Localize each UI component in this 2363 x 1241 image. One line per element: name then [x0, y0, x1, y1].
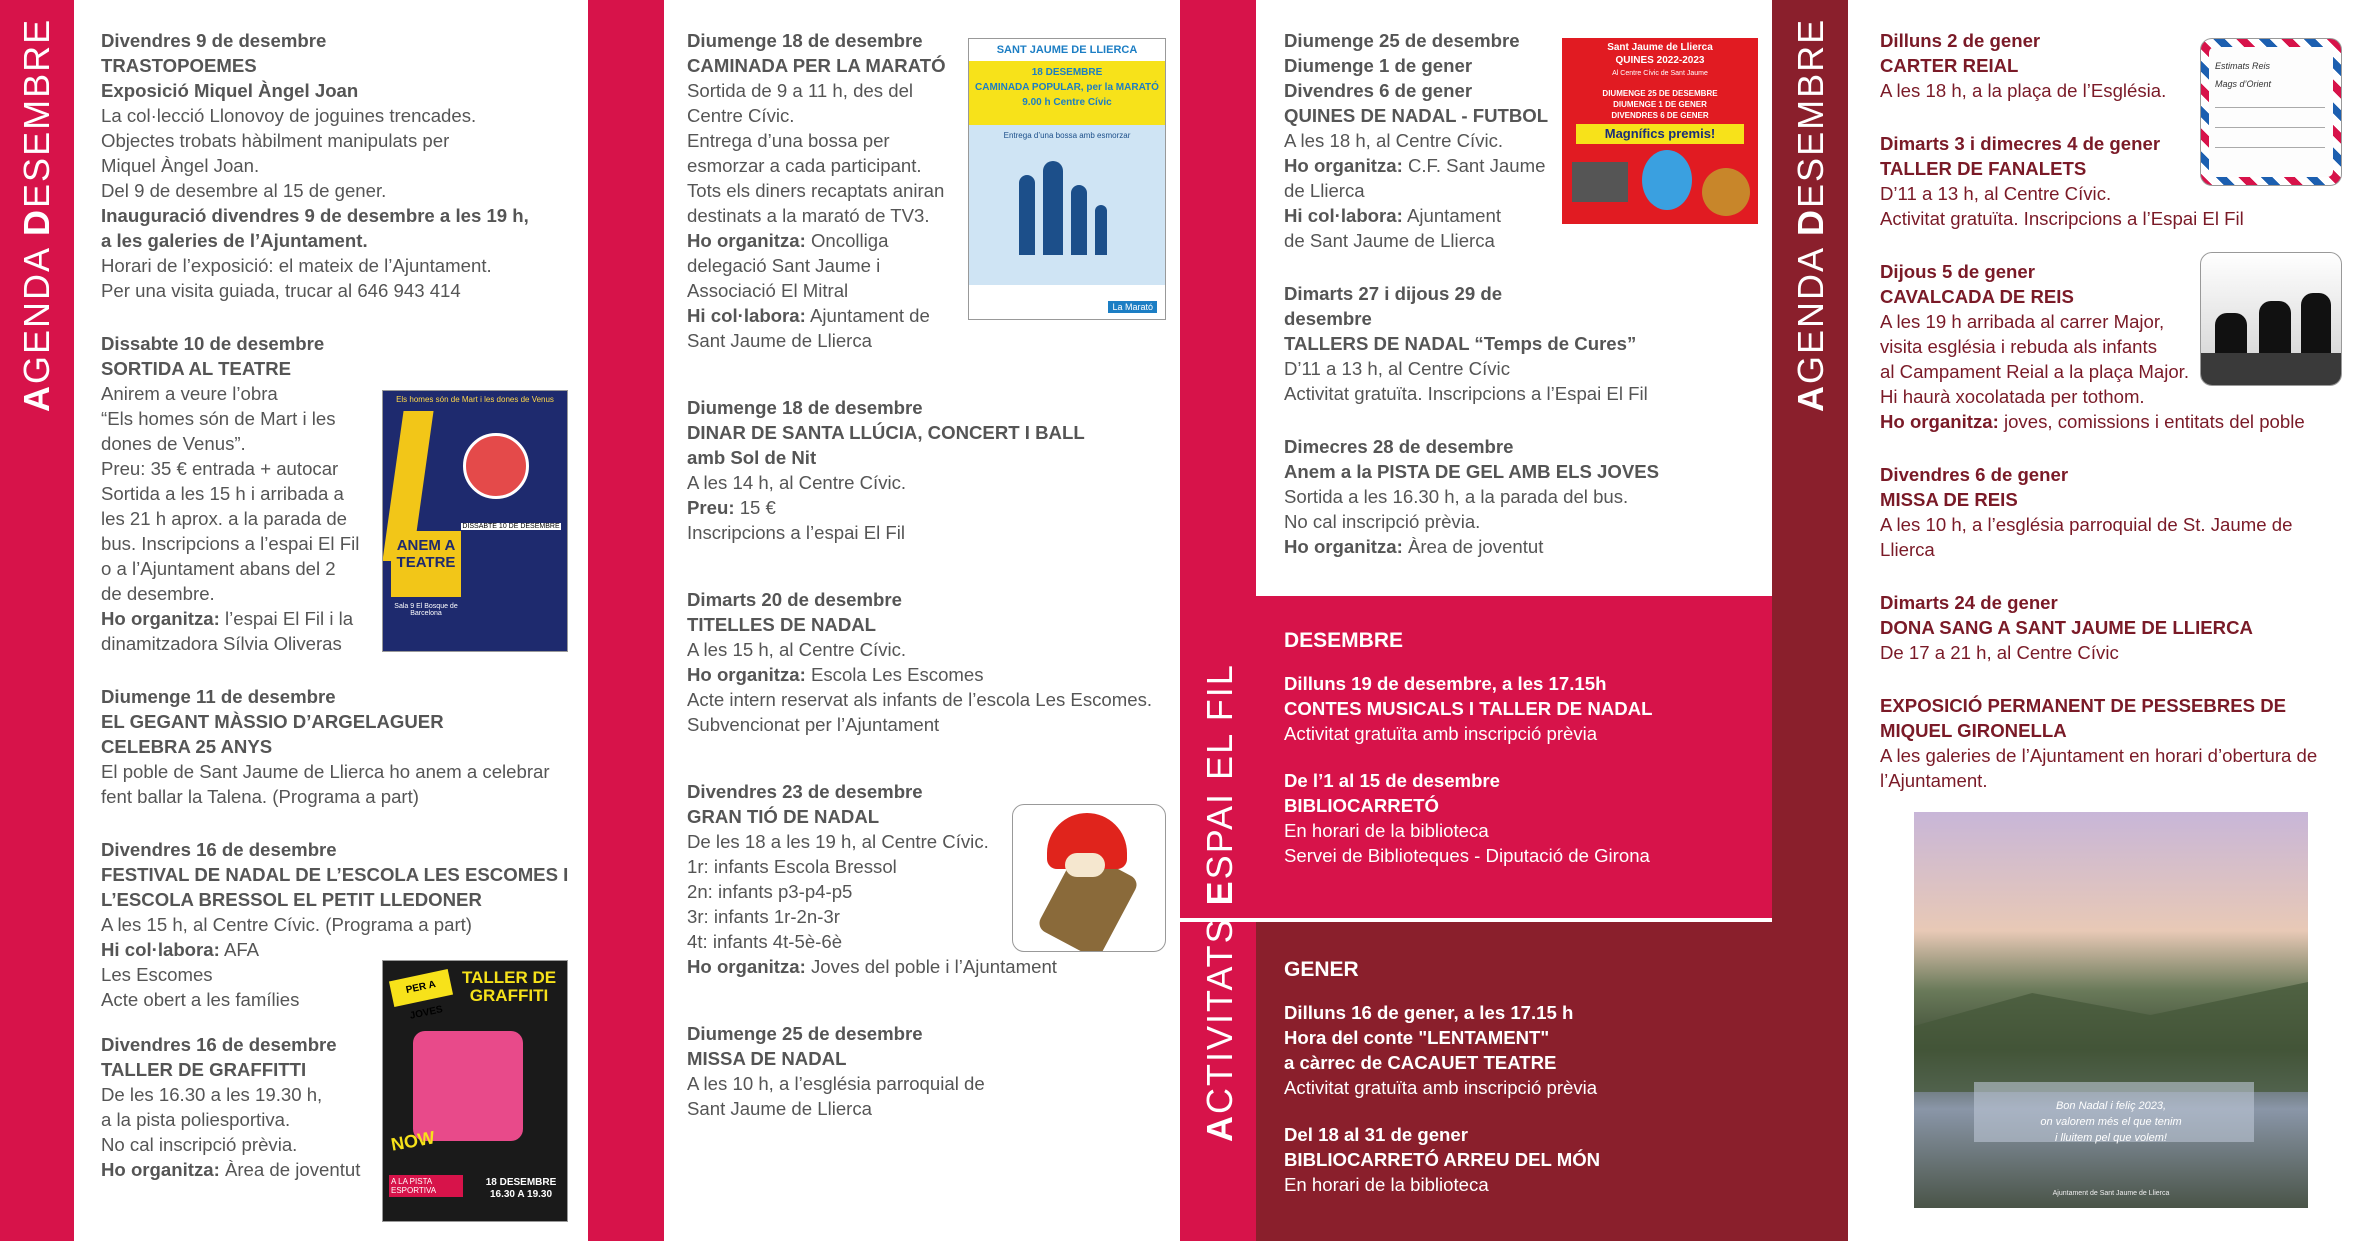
- panel-desembre-heading: DESEMBRE: [1284, 629, 1404, 652]
- event-tallers-nadal: Dimarts 27 i dijous 29 de desembre TALLERS DE NADAL “Temps de Cures” D’11 a 13 h, al Centre Cívic Activitat gratuïta. Inscripcions a l’Espai El Fil: [1284, 283, 1648, 404]
- event-taller-fanalets: Dimarts 3 i dimecres 4 de gener TALLER DE FANALETS D’11 a 13 h, al Centre Cívic. Activitat gratuïta. Inscripcions a l’Espai El Fil: [1880, 133, 2244, 229]
- event-pista-gel: Dimecres 28 de desembre Anem a la PISTA DE GEL AMB ELS JOVES Sortida a les 16.30 h, a la parada del bus. No cal inscripció prèvia. Ho organitza: Àrea de joventut: [1284, 436, 1660, 557]
- camel-3: [2301, 293, 2331, 353]
- poster-graffiti-title: TALLER DE GRAFFITI: [461, 968, 557, 1005]
- tio-face: [1065, 853, 1105, 877]
- poster-graffiti-tag: PER A JOVES: [389, 969, 453, 1007]
- poster-marato-picture: Entrega d’una bossa amb esmorzar: [969, 125, 1165, 285]
- side-title-left: AGENDA DESEMBRE: [16, 17, 57, 412]
- poster-caminada-marato: [968, 38, 1166, 320]
- poster-quines-head: Sant Jaume de Llierca: [1607, 42, 1713, 53]
- event-trastopoemes: Divendres 9 de desembre TRASTOPOEMES Exposició Miquel Àngel Joan La col·lecció Llonovoy de joguines trencades. Objectes trobats hàbilment manipulats per Miquel Àngel Joan. Del 9 de desembre al 15 de gener. Inauguració divendres 9 de desembre a les 19 h, a les galeries de l’Ajuntament. Horari de l’exposició: el mateix de l’Ajuntament. Per una visita guiada, trucar al 646 943 414: [101, 30, 529, 301]
- greeting-text: Bon Nadal i feliç 2023, on valorem més el que tenim i lluitem pel que volem!: [2040, 1100, 2182, 1144]
- event-quines-nadal: Diumenge 25 de desembre Diumenge 1 de gener Divendres 6 de gener QUINES DE NADAL - FUTBOL A les 18 h, al Centre Cívic. Ho organitza: C.F. Sant Jaume de Llierca Hi col·labora: Ajuntament de Sant Jaume de Llierca: [1284, 30, 1549, 251]
- event-exposicio-pessebres: EXPOSICIÓ PERMANENT DE PESSEBRES DE MIQUEL GIRONELLA A les galeries de l’Ajuntament en horari d’obertura de l’Ajuntament.: [1880, 695, 2318, 791]
- reis-silhouette-image: [2200, 252, 2342, 386]
- dune: [2201, 353, 2341, 385]
- panel-divider: [1180, 918, 1772, 922]
- greeting-landscape-photo: [1914, 812, 2308, 1208]
- poster-marato-head: SANT JAUME DE LLIERCA: [969, 39, 1165, 61]
- event-dona-sang: Dimarts 24 de gener DONA SANG A SANT JAUME DE LLIERCA De 17 a 21 h, al Centre Cívic: [1880, 592, 2253, 663]
- panel-desembre: [1284, 628, 1754, 890]
- fold-pink-stripe-1: [588, 0, 664, 1241]
- event-missa-nadal: Diumenge 25 de desembre MISSA DE NADAL A les 10 h, a l’església parroquial de Sant Jaume de Llierca: [687, 1023, 985, 1119]
- poster-quines-footer: [1562, 224, 1758, 274]
- panel-event-hora-conte: Dilluns 16 de gener, a les 17.15 h Hora del conte "LENTAMENT" a càrrec de CACAUET TEATRE Activitat gratuïta amb inscripció prèvia: [1284, 1002, 1598, 1098]
- poster-quines-balloon: [1642, 150, 1692, 210]
- poster-graffiti-figure: [413, 1031, 523, 1141]
- poster-quines-food: [1702, 168, 1750, 216]
- poster-quines-tv: [1572, 162, 1628, 202]
- activitats-espai-el-fil-title: ACTIVITATS ESPAI EL FIL: [1199, 663, 1240, 1142]
- event-gegant-massio: Diumenge 11 de desembre EL GEGANT MÀSSIO D’ARGELAGUER CELEBRA 25 ANYS El poble de Sant Jaume de Llierca ho anem a celebrar fent ballar la Talena. (Programa a part): [101, 686, 550, 807]
- poster-teatre-top: Els homes són de Mart i les dones de Venus: [396, 395, 554, 404]
- panel-event-bibliocarreto: De l’1 al 15 de desembre BIBLIOCARRETÓ En horari de la biblioteca Servei de Biblioteques - Diputació de Girona: [1284, 770, 1650, 866]
- greeting-hills: [1914, 982, 2308, 1092]
- event-taller-graffiti: Divendres 16 de desembre TALLER DE GRAFFITTI De les 16.30 a les 19.30 h, a la pista poliesportiva. No cal inscripció prèvia. Ho organitza: Àrea de joventut: [101, 1034, 361, 1180]
- side-title-right: AGENDA DESEMBRE: [1790, 17, 1831, 412]
- event-gran-tio: Divendres 23 de desembre GRAN TIÓ DE NADAL De les 18 a les 19 h, al Centre Cívic. 1r: infants Escola Bressol 2n: infants p3-p4-p5 3r: infants 1r-2n-3r 4t: infants 4t-5è-6è Ho organitza: Joves del poble i l’Ajuntament: [687, 781, 1057, 977]
- poster-graffiti-date: 18 DESEMBRE 16.30 A 19.30: [485, 1177, 557, 1200]
- event-carter-reial: Dilluns 2 de gener CARTER REIAL A les 18 h, a la plaça de l’Església.: [1880, 30, 2167, 101]
- poster-graffiti-place: A LA PISTA ESPORTIVA: [389, 1175, 463, 1197]
- poster-anem-a-teatre: [382, 390, 568, 652]
- camel-2: [2259, 301, 2291, 353]
- poster-marato-band: 18 DESEMBRE CAMINADA POPULAR, per la MARATÓ 9.00 h Centre Cívic: [969, 61, 1165, 125]
- panel-event-contes: Dilluns 19 de desembre, a les 17.15h CONTES MUSICALS I TALLER DE NADAL Activitat gratuïta amb inscripció prèvia: [1284, 673, 1653, 744]
- panel-event-bibliocarreto-mon: Del 18 al 31 de gener BIBLIOCARRETÓ ARREU DEL MÓN En horari de la biblioteca: [1284, 1124, 1601, 1195]
- poster-teatre-venue: Sala 9 El Bosque de Barcelona: [394, 603, 458, 617]
- poster-quines-nadal: [1562, 38, 1758, 274]
- event-dinar-santa-llucia: Diumenge 18 de desembre DINAR DE SANTA LLÚCIA, CONCERT I BALL amb Sol de Nit A les 14 h, al Centre Cívic. Preu: 15 € Inscripcions a l’espai El Fil: [687, 397, 1085, 543]
- carta-paper: Estimats Reis Mags d’Orient: [2209, 47, 2333, 177]
- poster-teatre-sign: ANEM A TEATRE: [391, 531, 461, 597]
- poster-marato-logo: La Marató: [1108, 301, 1157, 313]
- camel-1: [2215, 313, 2247, 353]
- event-caminada-marato: Diumenge 18 de desembre CAMINADA PER LA MARATÓ Sortida de 9 a 11 h, des del Centre Cívic. Entrega d’una bossa per esmorzar a cada participant. Tots els diners recaptats aniran destinats a la marató de TV3. Ho organitza: Oncolliga delegació Sant Jaume i Associació El Mitral Hi col·labora: Ajuntament de Sant Jaume de Llierca: [687, 30, 946, 351]
- poster-teatre-portrait: [463, 433, 529, 499]
- event-missa-reis: Divendres 6 de gener MISSA DE REIS A les 10 h, a l’església parroquial de St. Jaume de Llierca: [1880, 464, 2293, 560]
- poster-quines-place: Al Centre Cívic de Sant Jaume: [1612, 70, 1708, 77]
- tio-de-nadal-image: [1012, 804, 1166, 952]
- event-titelles-nadal: Dimarts 20 de desembre TITELLES DE NADAL A les 15 h, al Centre Cívic. Ho organitza: Escola Les Escomes Acte intern reservat als infants de l’escola Les Escomes. Subvencionat per l’Ajuntament: [687, 589, 1153, 735]
- event-cavalcada-reis: Dijous 5 de gener CAVALCADA DE REIS A les 19 h arribada al carrer Major, visita església i rebuda als infants al Campament Reial a la plaça Major. Hi haurà xocolatada per tothom. Ho organitza: joves, comissions i entitats del poble: [1880, 261, 2305, 432]
- panel-gener-heading: GENER: [1284, 958, 1359, 981]
- poster-quines-year: QUINES 2022-2023: [1615, 55, 1705, 66]
- poster-graffiti-now: NOW: [389, 1127, 437, 1155]
- poster-teatre-date: DISSABTE 10 DE DESEMBRE: [462, 523, 560, 530]
- greeting-footer: Ajuntament de Sant Jaume de Llierca: [2052, 1190, 2170, 1197]
- carta-reis-image: [2200, 38, 2342, 186]
- poster-quines-prizes: Magnífics premis!: [1576, 124, 1744, 144]
- event-sortida-teatre: Dissabte 10 de desembre SORTIDA AL TEATRE Anirem a veure l’obra “Els homes són de Mart i les dones de Venus”. Preu: 35 € entrada + autocar Sortida a les 15 h i arribada a les 21 h aprox. a la parada de bus. Inscripcions a l’espai El Fil o a l’Ajuntament abans del 2 de desembre. Ho organitza: l’espai El Fil i la dinamitzadora Sílvia Oliveras: [101, 333, 360, 654]
- panel-gener: [1284, 957, 1754, 1219]
- poster-taller-graffiti: [382, 960, 568, 1222]
- poster-quines-dates: DIUMENGE 25 DE DESEMBRE DIUMENGE 1 DE GENER DIVENDRES 6 DE GENER: [1602, 89, 1718, 120]
- event-festival-nadal-escola: Divendres 16 de desembre FESTIVAL DE NADAL DE L’ESCOLA LES ESCOMES I L’ESCOLA BRESSOL EL PETIT LLEDONER A les 15 h, al Centre Cívic. (Programa a part) Hi col·labora: AFA Les Escomes Acte obert a les famílies: [101, 839, 569, 1010]
